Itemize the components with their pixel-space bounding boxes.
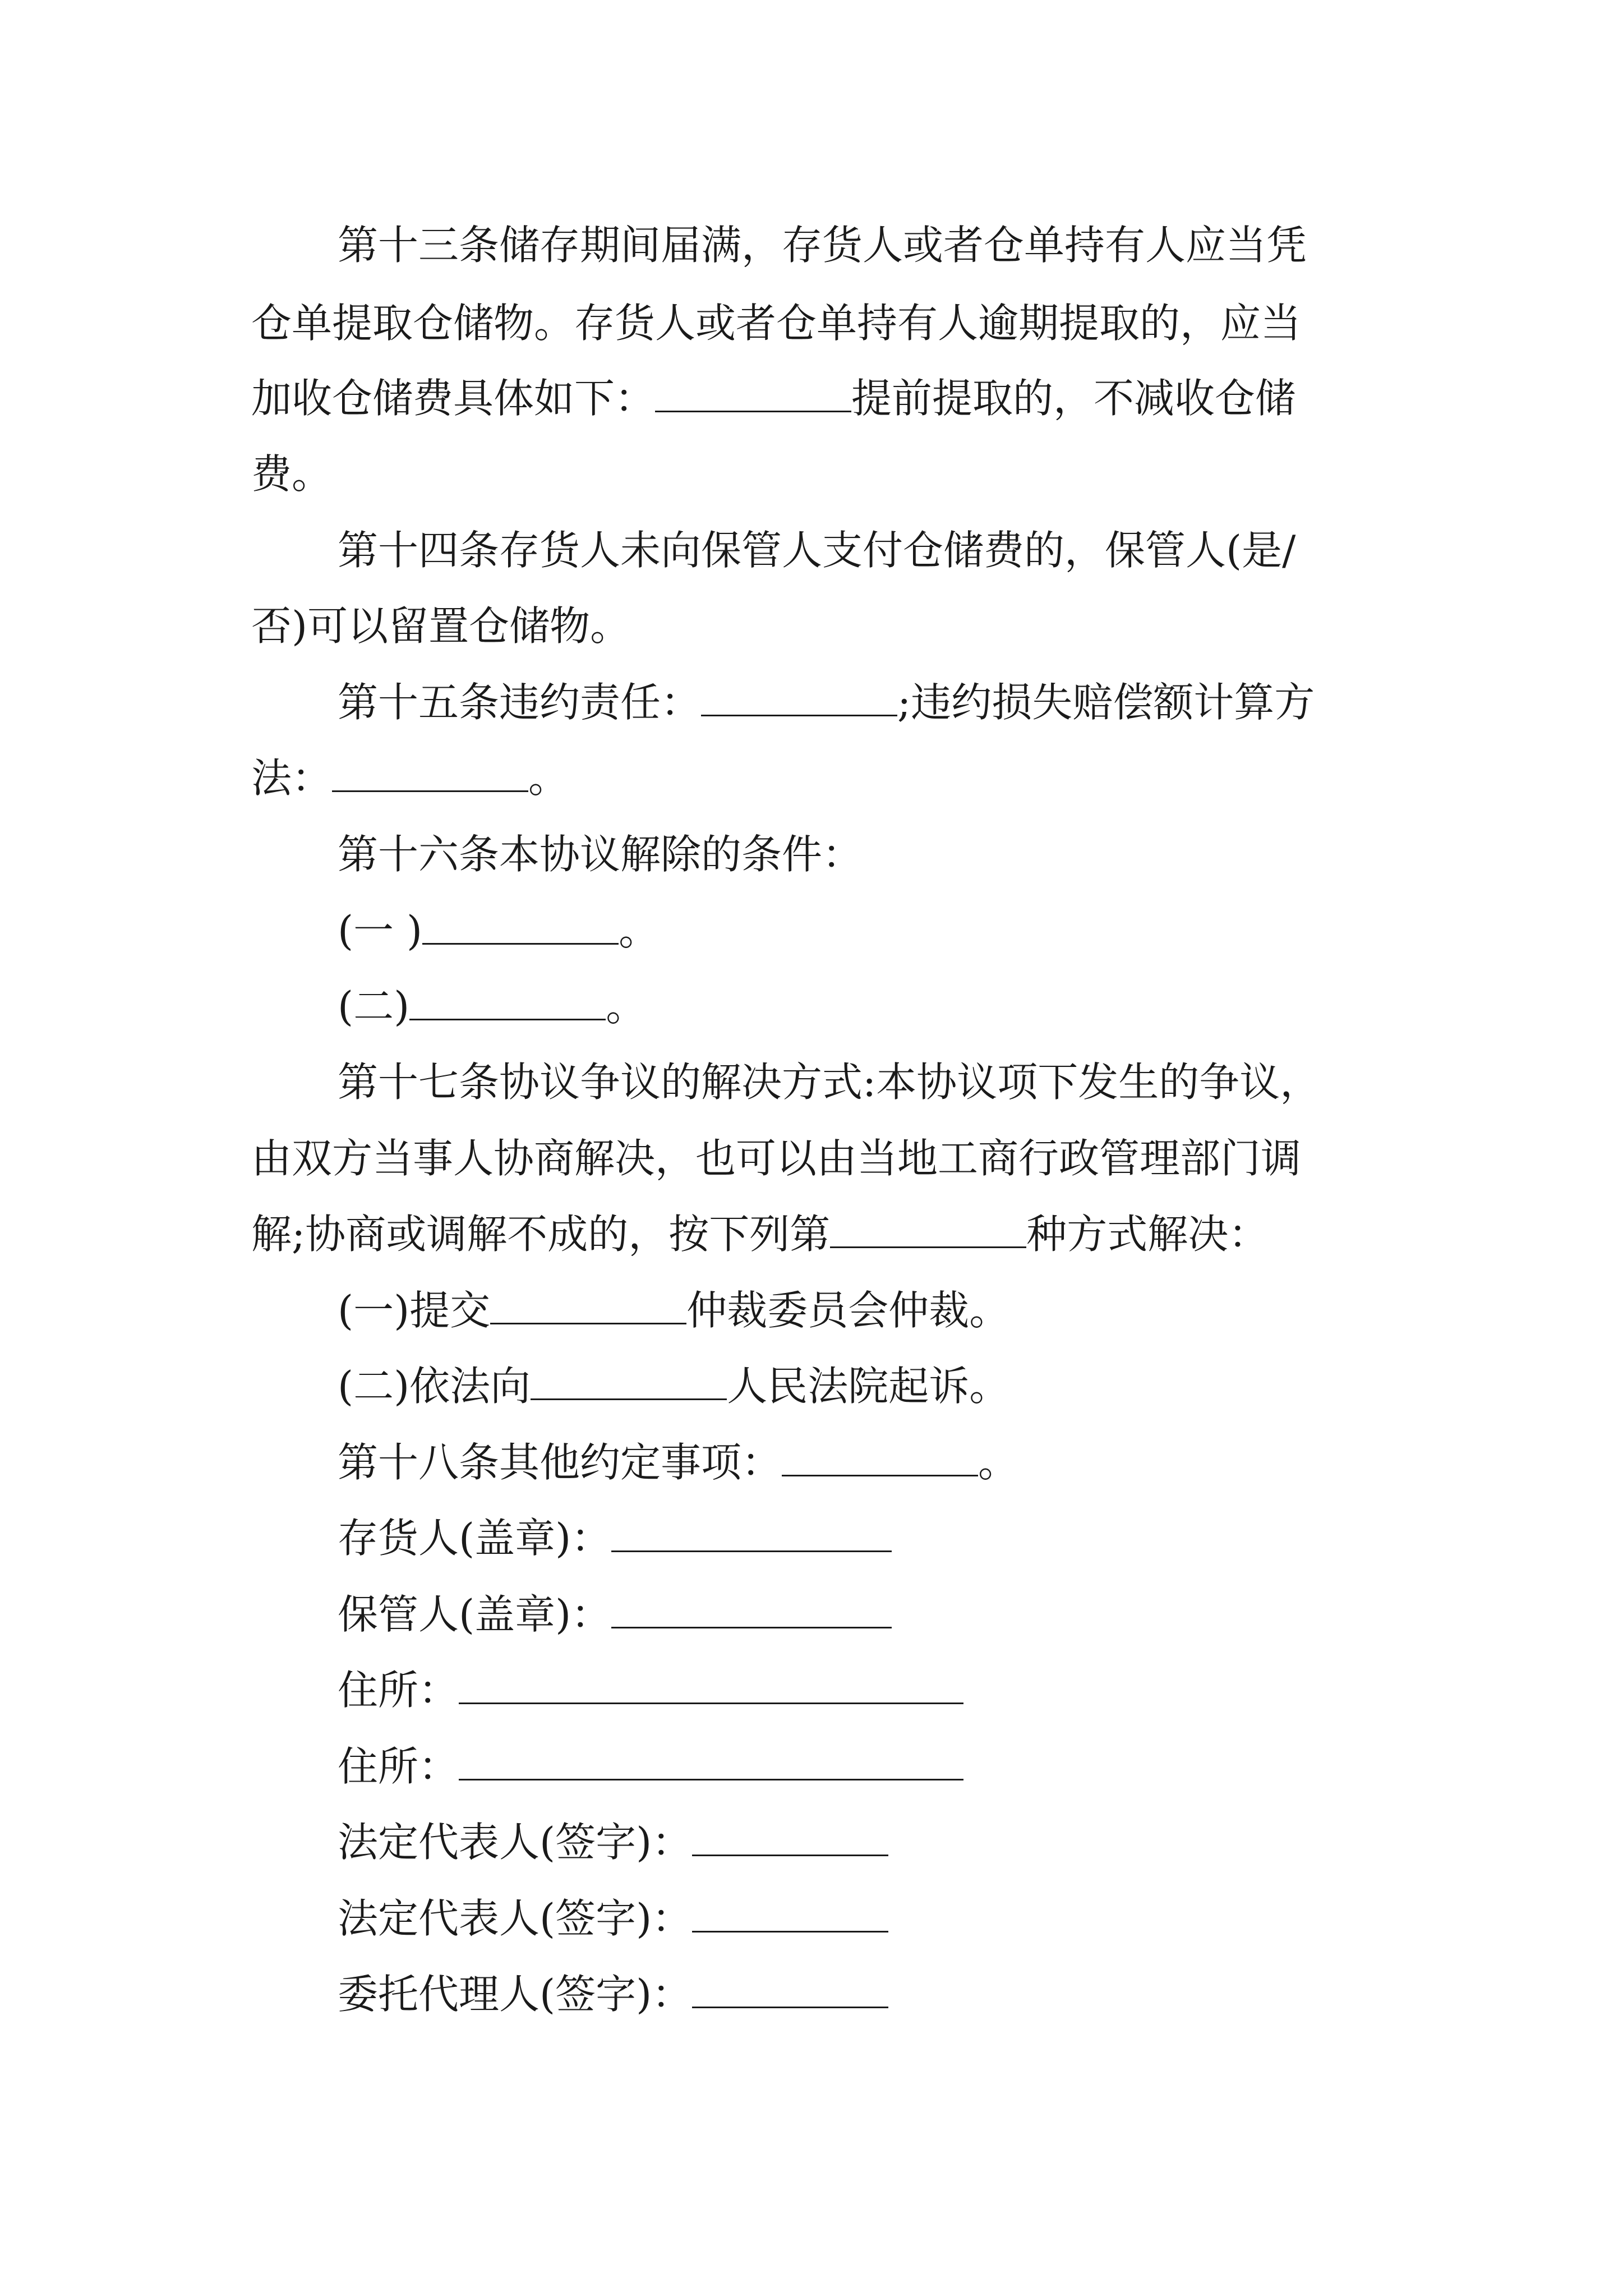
article15-line2-text: 法： [251, 754, 333, 802]
article13-line1: 第十三条储存期间届满，存货人或者仓单持有人应当凭 [338, 222, 1307, 269]
article17-court-blank[interactable] [531, 1365, 727, 1400]
address1-label: 住所： [338, 1667, 459, 1714]
article15-line1-text: 第十五条违约责任： [338, 679, 702, 726]
address2-label: 住所： [338, 1743, 459, 1790]
article17-line3-tail: 种方式解决： [1026, 1211, 1269, 1258]
agent-line [338, 1967, 888, 2021]
article17-option1 [338, 1283, 1009, 1337]
article13-line2: 仓单提取仓储物。存货人或者仓单持有人逾期提取的，应当 [251, 300, 1302, 347]
article16-item2 [338, 979, 646, 1033]
legal-rep2-line [338, 1892, 888, 1945]
article13-line3-text: 加收仓储费具体如下： [251, 375, 656, 422]
legal-rep1-blank[interactable] [692, 1821, 888, 1856]
article17-line1: 第十七条协议争议的解决方式:本协议项下发生的争议， [338, 1059, 1321, 1106]
article14-line1: 第十四条存货人未向保管人支付仓储费的，保管人(是/ [338, 527, 1296, 574]
article16-item1-label: (一 ) [338, 907, 423, 954]
depositor-seal-label: 存货人(盖章)： [338, 1515, 612, 1562]
article17-line3-text: 解;协商或调解不成的，按下列第 [251, 1211, 831, 1258]
article17-option2 [338, 1359, 1009, 1413]
keeper-seal-line [338, 1588, 892, 1641]
article17-option2-label: (二)依法向 [338, 1363, 531, 1410]
article18-tail: 。 [978, 1439, 1019, 1486]
agent-label: 委托代理人(签字)： [338, 1971, 693, 2018]
address2-blank[interactable] [459, 1745, 963, 1780]
address2-line [338, 1740, 963, 1793]
address1-line [338, 1663, 963, 1717]
article17-method-number-blank[interactable] [830, 1213, 1026, 1248]
article17-option1-label: (一)提交 [338, 1287, 491, 1334]
article15-line2 [251, 751, 569, 805]
article14-line2: 否)可以留置仓储物。 [251, 602, 631, 650]
article13-line4: 费。 [251, 450, 333, 498]
article15-line1 [338, 675, 1315, 729]
article17-line2: 由双方当事人协商解决，也可以由当地工商行政管理部门调 [251, 1135, 1302, 1182]
keeper-seal-label: 保管人(盖章)： [338, 1591, 612, 1638]
article16-title: 第十六条本协议解除的条件： [338, 831, 863, 878]
article18-line [338, 1435, 1018, 1489]
article17-option1-tail: 仲裁委员会仲裁。 [686, 1287, 1010, 1334]
article17-line3 [251, 1207, 1269, 1261]
article15-line1-tail: ;违约损失赔偿额计算方 [897, 679, 1315, 726]
article16-item2-blank[interactable] [409, 985, 606, 1020]
article15-line2-tail: 。 [528, 754, 569, 802]
legal-rep2-blank[interactable] [692, 1897, 888, 1932]
article15-method-blank[interactable] [332, 757, 528, 792]
depositor-seal-line [338, 1511, 892, 1565]
article13-extra-fee-blank[interactable] [655, 377, 851, 412]
article16-item1-tail: 。 [619, 907, 660, 954]
article17-arbitration-blank[interactable] [490, 1289, 686, 1324]
article16-item1 [338, 904, 659, 958]
keeper-seal-blank[interactable] [611, 1593, 892, 1628]
depositor-seal-blank[interactable] [611, 1517, 892, 1552]
article15-liability-blank[interactable] [701, 681, 897, 716]
article16-item2-tail: 。 [606, 983, 647, 1030]
address1-blank[interactable] [459, 1669, 963, 1704]
article18-text: 第十八条其他约定事项： [338, 1439, 782, 1486]
legal-rep1-line [338, 1815, 888, 1869]
article13-line3-tail: 提前提取的，不减收仓储 [851, 375, 1296, 422]
legal-rep2-label: 法定代表人(签字)： [338, 1895, 693, 1942]
article16-item1-blank[interactable] [422, 909, 619, 945]
article18-other-blank[interactable] [782, 1441, 978, 1476]
article13-line3 [251, 371, 1295, 425]
article17-option2-tail: 人民法院起诉。 [727, 1363, 1010, 1410]
article16-item2-label: (二) [338, 983, 410, 1030]
legal-rep1-label: 法定代表人(签字)： [338, 1819, 693, 1866]
agent-blank[interactable] [692, 1973, 888, 2008]
